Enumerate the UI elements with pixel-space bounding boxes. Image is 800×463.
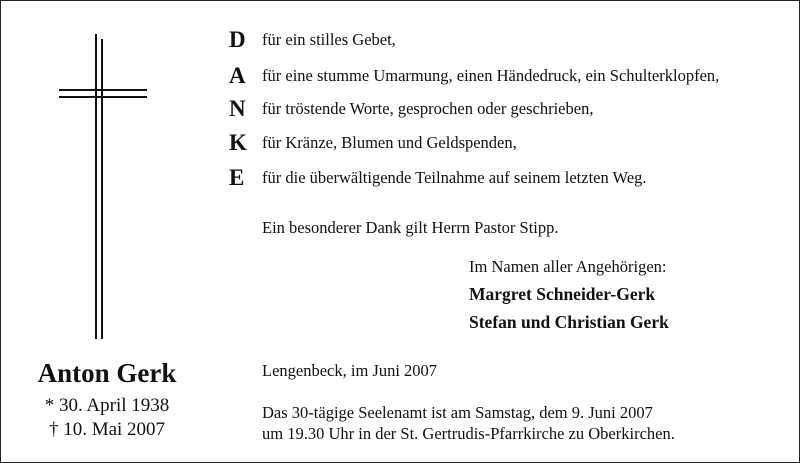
danke-text: für eine stumme Umarmung, einen Händedruck, ein Schulterklopfen, bbox=[262, 66, 720, 85]
danke-letter: E bbox=[229, 165, 245, 190]
birth-date: * 30. April 1938 bbox=[44, 395, 170, 416]
danke-letter: D bbox=[229, 27, 246, 52]
death-date: † 10. Mai 2007 bbox=[48, 419, 166, 440]
special-thanks: Ein besonderer Dank gilt Herrn Pastor Stipp. bbox=[262, 218, 559, 237]
signatory: Stefan und Christian Gerk bbox=[469, 312, 669, 332]
cross-icon bbox=[1, 1, 201, 351]
place-date: Lengenbeck, im Juni 2007 bbox=[262, 361, 438, 380]
danke-letter: K bbox=[229, 130, 247, 155]
danke-text: für ein stilles Gebet, bbox=[262, 30, 396, 49]
signatory: Margret Schneider-Gerk bbox=[469, 284, 656, 304]
deceased-name: Anton Gerk bbox=[37, 358, 177, 388]
danke-letter: N bbox=[229, 96, 246, 121]
on-behalf-line: Im Namen aller Angehörigen: bbox=[469, 257, 667, 276]
notice-line: um 19.30 Uhr in der St. Gertrudis-Pfarrkirche zu Oberkirchen. bbox=[262, 424, 675, 443]
danke-text: für tröstende Worte, gesprochen oder geschrieben, bbox=[262, 99, 594, 118]
notice-line: Das 30-tägige Seelenamt ist am Samstag, dem 9. Juni 2007 bbox=[262, 403, 653, 422]
danke-text: für die überwältigende Teilnahme auf seinem letzten Weg. bbox=[262, 168, 647, 187]
danke-letter: A bbox=[229, 63, 246, 88]
danke-text: für Kränze, Blumen und Geldspenden, bbox=[262, 133, 517, 152]
